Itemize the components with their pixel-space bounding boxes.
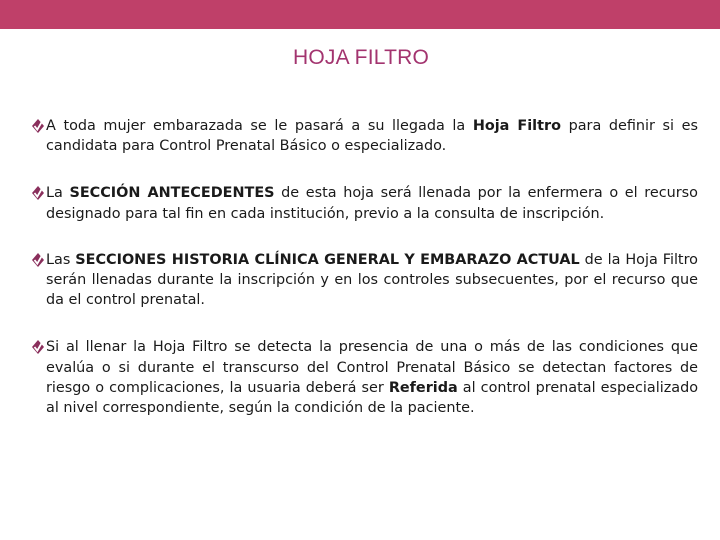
bullet-item: Si al llenar la Hoja Filtro se detecta la presencia de una o más de las condiciones que evalúa o si durante el transcurso del Control Prenatal Básico se detectan factores de riesgo o complicaciones, la usuaria deberá ser Referida al control prenatal especializado al nivel correspondiente, según la condición de la paciente. <box>31 337 698 418</box>
checkmark-diamond-icon <box>31 339 45 355</box>
checkmark-diamond-icon <box>31 118 45 134</box>
checkmark-diamond-icon <box>31 185 45 201</box>
header-band <box>0 0 720 29</box>
bullet-item: A toda mujer embarazada se le pasará a su llegada la Hoja Filtro para definir si es candidata para Control Prenatal Básico o especializado. <box>31 116 698 156</box>
checkmark-diamond-icon <box>31 252 45 268</box>
slide-title: HOJA FILTRO <box>293 46 429 69</box>
bullet-list <box>31 116 698 418</box>
bullet-item: La SECCIÓN ANTECEDENTES de esta hoja será llenada por la enfermera o el recurso designado para tal fin en cada institución, previo a la consulta de inscripción. <box>31 183 698 223</box>
bullet-item: Las SECCIONES HISTORIA CLÍNICA GENERAL Y EMBARAZO ACTUAL de la Hoja Filtro serán llenadas durante la inscripción y en los controles subsecuentes, por el recurso que da el control prenatal. <box>31 250 698 311</box>
